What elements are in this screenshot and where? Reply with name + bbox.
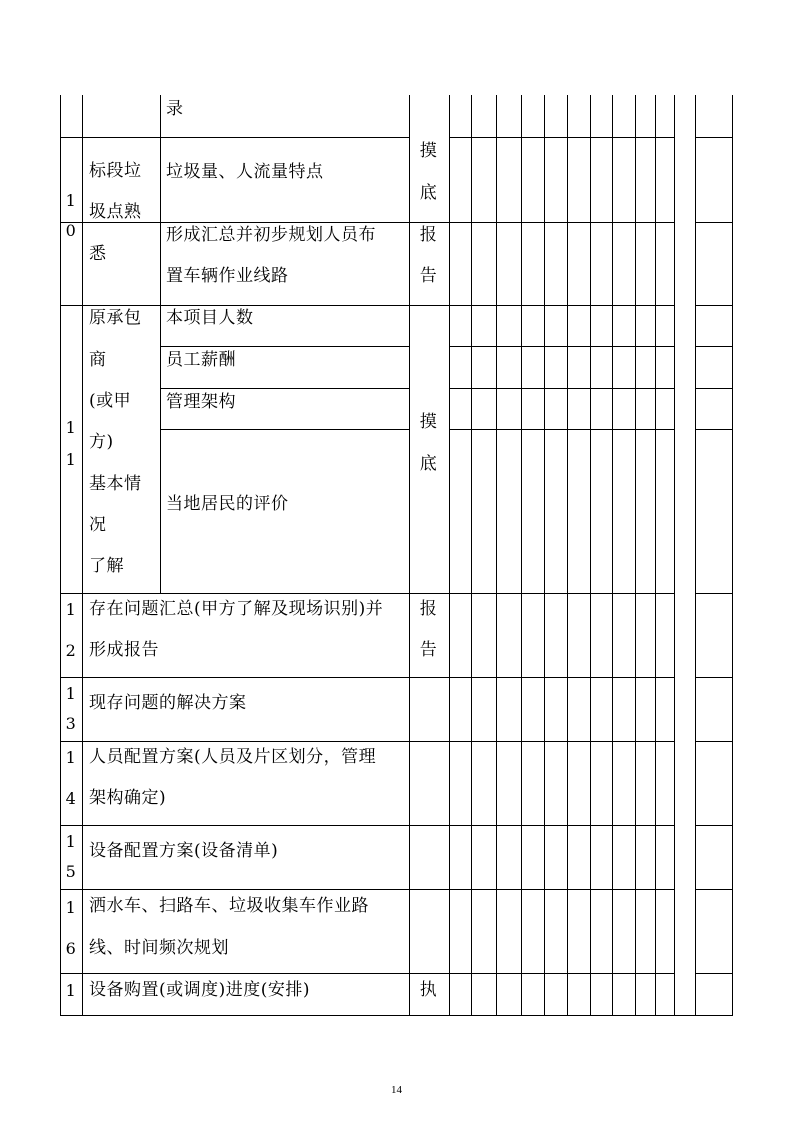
row-divider-right-2	[695, 593, 732, 594]
row-divider-upper-right-0	[695, 137, 732, 138]
row-10-category-b-char-1: 报	[419, 225, 438, 245]
grid-column-divider-8	[635, 95, 636, 1015]
row-10-number-digit-1: 1	[65, 191, 77, 210]
row-divider-right-5	[695, 825, 732, 826]
row-11-task-line-5: 基本情	[89, 474, 142, 494]
row-divider-left-3	[60, 677, 674, 678]
grid-column-divider-6	[590, 95, 591, 1015]
number-column-divider-top	[82, 95, 83, 222]
row-15-number-digit-2: 5	[65, 862, 77, 881]
grid-column-divider-11	[695, 95, 696, 1015]
table-bottom-border	[60, 1015, 733, 1016]
grid-column-divider-2	[496, 95, 497, 1015]
row-11-item-2: 员工薪酬	[166, 350, 236, 370]
grid-column-divider-7	[612, 95, 613, 1015]
grid-column-divider-3	[521, 95, 522, 1015]
row-12-text-line-2: 形成报告	[89, 640, 159, 660]
row-divider-right-1	[695, 305, 732, 306]
row-11-task-line-3: (或甲	[89, 391, 132, 411]
item-right-divider-0	[695, 346, 732, 347]
row-divider-right-7	[695, 973, 732, 974]
row-11-number-digit-2: 1	[65, 450, 77, 469]
row-17-text: 设备购置(或调度)进度(安排)	[89, 980, 311, 1000]
row-14-text-line-1: 人员配置方案(人员及片区划分，管理	[89, 747, 377, 767]
row-10-task-line-3: 悉	[89, 244, 107, 264]
row-12-number-digit-1: 1	[65, 600, 77, 619]
item-grid-divider-1	[449, 388, 674, 389]
work-plan-table	[60, 95, 732, 1015]
row-14-text-line-2: 架构确定)	[89, 788, 167, 808]
row-13-number-digit-1: 1	[65, 684, 77, 703]
item-right-divider-1	[695, 388, 732, 389]
row-divider-right-0	[695, 222, 732, 223]
row-divider-right-4	[695, 741, 732, 742]
row-11-number-digit-1: 1	[65, 418, 77, 437]
item-grid-divider-2	[449, 429, 674, 430]
row-11-item-4: 当地居民的评价	[166, 494, 289, 514]
row-10-task-line-2: 圾点熟	[89, 202, 142, 222]
row-11-category-char-2: 底	[419, 454, 438, 474]
item-right-divider-2	[695, 429, 732, 430]
row-16-number-digit-1: 1	[65, 898, 77, 917]
row-11-task-line-4: 方)	[89, 432, 114, 452]
row-15-number-digit-1: 1	[65, 832, 77, 851]
row-11-task-line-2: 商	[89, 350, 107, 370]
row-17-category: 执	[419, 980, 438, 1000]
row-divider-left-1	[60, 305, 674, 306]
row-10-category-a-char-2: 底	[419, 183, 438, 203]
row-10-category-a-char-1: 摸	[419, 141, 438, 161]
grid-column-divider-0	[449, 95, 450, 1015]
row-17-number: 1	[65, 981, 77, 1000]
grid-column-divider-10	[674, 95, 675, 1015]
row-11-task-line-6: 况	[89, 515, 107, 535]
row-13-number-digit-2: 3	[65, 714, 77, 733]
row-divider-upper-grid-0	[449, 137, 674, 138]
row-15-text: 设备配置方案(设备清单)	[89, 841, 279, 861]
row-11-task-line-7: 了解	[89, 556, 124, 576]
row-10-item-2-line-2: 置车辆作业线路	[166, 266, 289, 286]
row-11-task-line-1: 原承包	[89, 308, 142, 328]
row-9-item: 录	[166, 99, 184, 119]
row-11-category-char-1: 摸	[419, 412, 438, 432]
grid-column-divider-12	[732, 95, 733, 1015]
row-10-number-digit-2: 0	[65, 221, 77, 240]
item-divider-2	[160, 429, 409, 430]
row-12-category-char-1: 报	[419, 599, 438, 619]
task-column-divider	[160, 95, 161, 593]
row-10-item-1: 垃圾量、人流量特点	[166, 162, 324, 182]
row-16-text-line-1: 洒水车、扫路车、垃圾收集车作业路	[89, 896, 369, 916]
row-13-text: 现存问题的解决方案	[89, 693, 247, 713]
page-number: 14	[391, 1084, 402, 1096]
row-16-text-line-2: 线、时间频次规划	[89, 938, 229, 958]
grid-column-divider-9	[655, 95, 656, 1015]
grid-column-divider-1	[471, 95, 472, 1015]
row-10-category-b-char-2: 告	[419, 266, 438, 286]
row-divider-left-5	[60, 825, 674, 826]
row-10-task-line-1: 标段垃	[89, 161, 142, 181]
number-column-divider	[82, 222, 83, 1015]
row-10-item-2-line-1: 形成汇总并初步规划人员布	[166, 225, 376, 245]
row-12-text-line-1: 存在问题汇总(甲方了解及现场识别)并	[89, 599, 384, 619]
item-grid-divider-0	[449, 346, 674, 347]
row-11-item-3: 管理架构	[166, 392, 236, 412]
grid-column-divider-5	[567, 95, 568, 1015]
row-14-number-digit-1: 1	[65, 748, 77, 767]
row-12-category-char-2: 告	[419, 640, 438, 660]
row-divider-right-6	[695, 889, 732, 890]
row-11-item-1: 本项目人数	[166, 308, 254, 328]
row-12-number-digit-2: 2	[65, 641, 77, 660]
row-divider-upper-left-0	[60, 137, 409, 138]
grid-column-divider-4	[544, 95, 545, 1015]
row-16-number-digit-2: 6	[65, 939, 77, 958]
row-14-number-digit-2: 4	[65, 789, 77, 808]
row-divider-right-3	[695, 677, 732, 678]
